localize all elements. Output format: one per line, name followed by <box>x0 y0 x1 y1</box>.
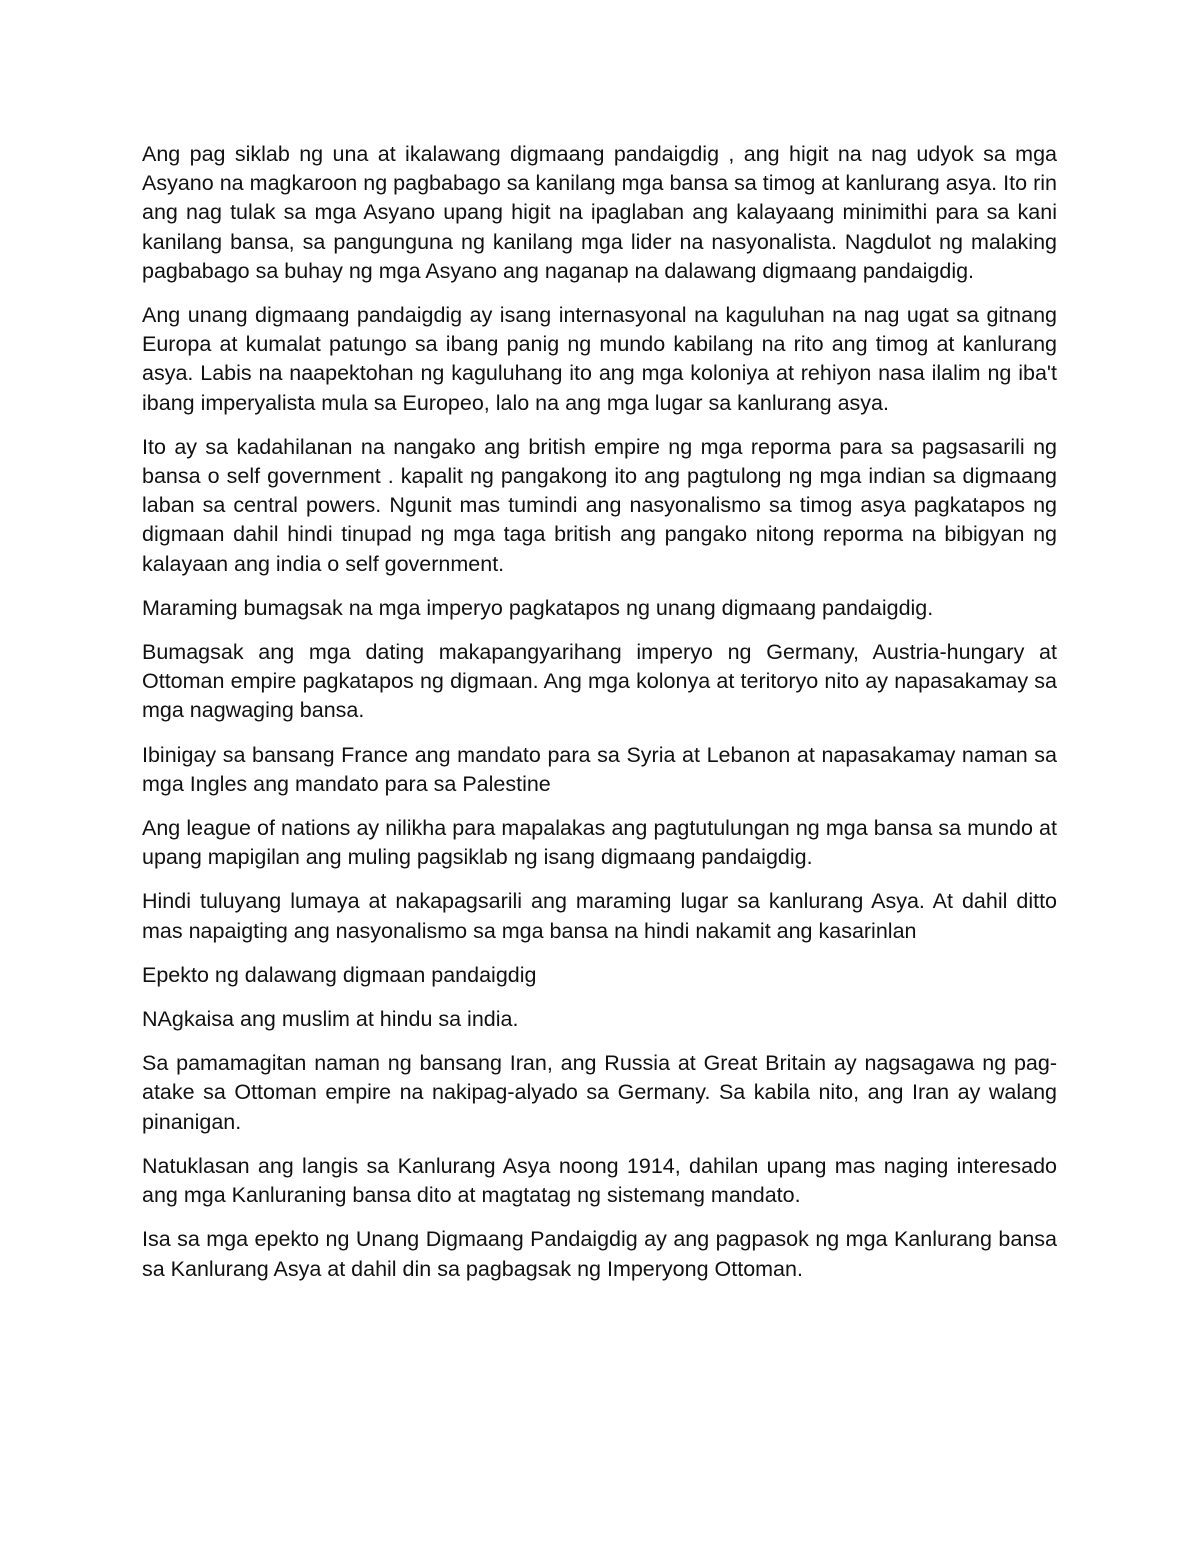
paragraph-6: Ibinigay sa bansang France ang mandato para sa Syria at Lebanon at napasakamay naman sa mga Ingles ang mandato para sa Palestine <box>142 742 1057 796</box>
paragraph-3: Ito ay sa kadahilanan na nangako ang british empire ng mga reporma para sa pagsasarili ng bansa o self government . kapalit ng pangakong ito ang pagtulong ng mga indian sa digmaang laban sa central powers. Ngunit mas tumindi ang nasyonalismo sa timog asya pagkatapos ng digmaan dahil hindi tinupad ng mga taga british ang pangako nitong reporma na bibigyan ng kalayaan ang india o self government. <box>142 434 1057 576</box>
paragraph-4: Maraming bumagsak na mga imperyo pagkatapos ng unang digmaang pandaigdig. <box>142 595 934 620</box>
paragraph-10: NAgkaisa ang muslim at hindu sa india. <box>142 1007 519 1032</box>
paragraph-8: Hindi tuluyang lumaya at nakapagsarili ang maraming lugar sa kanlurang Asya. At dahil ditto mas napaigting ang nasyonalismo sa mga bansa na hindi nakamit ang kasarinlan <box>142 889 1057 943</box>
paragraph-11: Sa pamamagitan naman ng bansang Iran, ang Russia at Great Britain ay nagsagawa ng pag-atake sa Ottoman empire na nakipag-alyado sa Germany. Sa kabila nito, ang Iran ay walang pinanigan. <box>142 1051 1057 1134</box>
paragraph-2: Ang unang digmaang pandaigdig ay isang internasyonal na kaguluhan na nag ugat sa gitnang Europa at kumalat patungo sa ibang panig ng mundo kabilang na rito ang timog at kanlurang asya. Labis na naapektohan ng kaguluhang ito ang mga koloniya at rehiyon nasa ilalim ng iba't ibang imperyalista mula sa Europeo, lalo na ang mga lugar sa kanlurang asya. <box>142 303 1057 415</box>
section-heading-epekto: Epekto ng dalawang digmaan pandaigdig <box>142 962 537 987</box>
paragraph-7: Ang league of nations ay nilikha para mapalakas ang pagtutulungan ng mga bansa sa mundo at upang mapigilan ang muling pagsiklab ng isang digmaang pandaigdig. <box>142 816 1057 870</box>
paragraph-12: Natuklasan ang langis sa Kanlurang Asya noong 1914, dahilan upang mas naging interesado ang mga Kanluraning bansa dito at magtatag ng sistemang mandato. <box>142 1153 1057 1208</box>
paragraph-5: Bumagsak ang mga dating makapangyarihang imperyo ng Germany, Austria-hungary at Ottoman empire pagkatapos ng digmaan. Ang mga kolonya at teritoryo nito ay napasakamay sa mga nagwaging bansa. <box>142 640 1057 723</box>
paragraph-1: Ang pag siklab ng una at ikalawang digmaang pandaigdig , ang higit na nag udyok sa mga Asyano na magkaroon ng pagbabago sa kanilang mga bansa sa timog at kanlurang asya. Ito rin ang nag tulak sa mga Asyano upang higit na ipaglaban ang kalayaang minimithi para sa kani kanilang bansa, sa pangunguna ng kanilang mga lider na nasyonalista. Nagdulot ng malaking pagbabago sa buhay ng mga Asyano ang naganap na dalawang digmaang pandaigdig. <box>142 142 1057 283</box>
paragraph-13: Isa sa mga epekto ng Unang Digmaang Pandaigdig ay ang pagpasok ng mga Kanlurang bansa sa Kanlurang Asya at dahil din sa pagbagsak ng Imperyong Ottoman. <box>142 1227 1057 1281</box>
document-body <box>142 140 1057 1299</box>
